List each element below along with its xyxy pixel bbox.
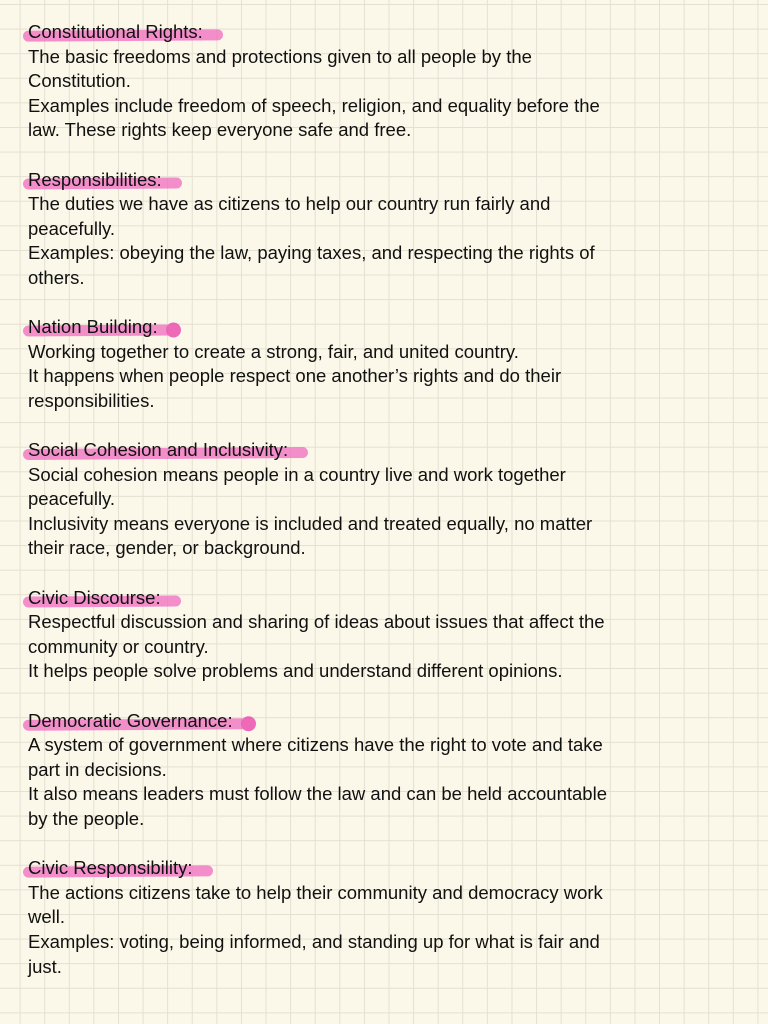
definition-line: It helps people solve problems and understand different opinions.: [28, 660, 563, 682]
definition-line: Inclusivity means everyone is included and treated equally, no matter: [28, 512, 593, 534]
term-civic-discourse: [28, 586, 728, 684]
term-heading: [28, 709, 233, 734]
term-heading: [28, 586, 161, 611]
term-heading: [28, 20, 203, 45]
term-social-cohesion-inclusivity: [28, 438, 728, 561]
term-heading-text: Constitutional Rights:: [28, 21, 203, 42]
definition-line: peacefully.: [28, 217, 116, 239]
definition-line: It also means leaders must follow the law and can be held accountable: [28, 783, 607, 805]
definition-line: Examples: voting, being informed, and standing up for what is fair and: [28, 930, 600, 952]
definition-line: It happens when people respect one another’s rights and do their: [28, 365, 562, 387]
definition-line: Constitution.: [28, 70, 131, 92]
definition-line: peacefully.: [28, 488, 116, 510]
definition-line: others.: [28, 266, 85, 288]
definition-line: The duties we have as citizens to help our country run fairly and: [28, 193, 551, 215]
term-heading-text: Responsibilities:: [28, 168, 162, 190]
term-heading: [28, 438, 288, 463]
notes-page: [28, 20, 728, 1004]
definition-line: law. These rights keep everyone safe and free.: [28, 119, 412, 141]
definition-line: Examples include freedom of speech, religion, and equality before the: [28, 94, 600, 116]
term-nation-building: [28, 315, 728, 413]
definition-line: responsibilities.: [28, 389, 155, 411]
definition-line: just.: [28, 955, 62, 977]
term-responsibilities: [28, 168, 728, 291]
definition-line: Examples: obeying the law, paying taxes, and respecting the rights of: [28, 242, 595, 264]
definition-line: community or country.: [28, 635, 209, 657]
definition-line: part in decisions.: [28, 758, 167, 780]
definition-line: Respectful discussion and sharing of ideas about issues that affect the: [28, 611, 605, 633]
term-constitutional-rights: [28, 20, 728, 143]
term-heading-text: Nation Building:: [28, 316, 158, 338]
definition-line: their race, gender, or background.: [28, 537, 306, 559]
term-heading: [28, 315, 158, 340]
term-heading-text: Civic Discourse:: [28, 586, 161, 608]
term-heading: [28, 168, 162, 193]
definition-line: Social cohesion means people in a country live and work together: [28, 463, 566, 485]
definition-line: Working together to create a strong, fair, and united country.: [28, 340, 519, 362]
term-heading: [28, 856, 193, 881]
term-heading-text: Social Cohesion and Inclusivity:: [28, 439, 289, 461]
term-heading-text: Democratic Governance:: [28, 709, 233, 731]
term-democratic-governance: [28, 709, 728, 832]
definition-line: The basic freedoms and protections given to all people by the: [28, 45, 532, 67]
term-heading-text: Civic Responsibility:: [28, 857, 193, 879]
term-civic-responsibility: [28, 856, 728, 979]
definition-line: well.: [28, 906, 66, 928]
definition-line: by the people.: [28, 808, 145, 829]
definition-line: The actions citizens take to help their community and democracy work: [28, 881, 603, 903]
definition-line: A system of government where citizens have the right to vote and take: [28, 734, 603, 756]
